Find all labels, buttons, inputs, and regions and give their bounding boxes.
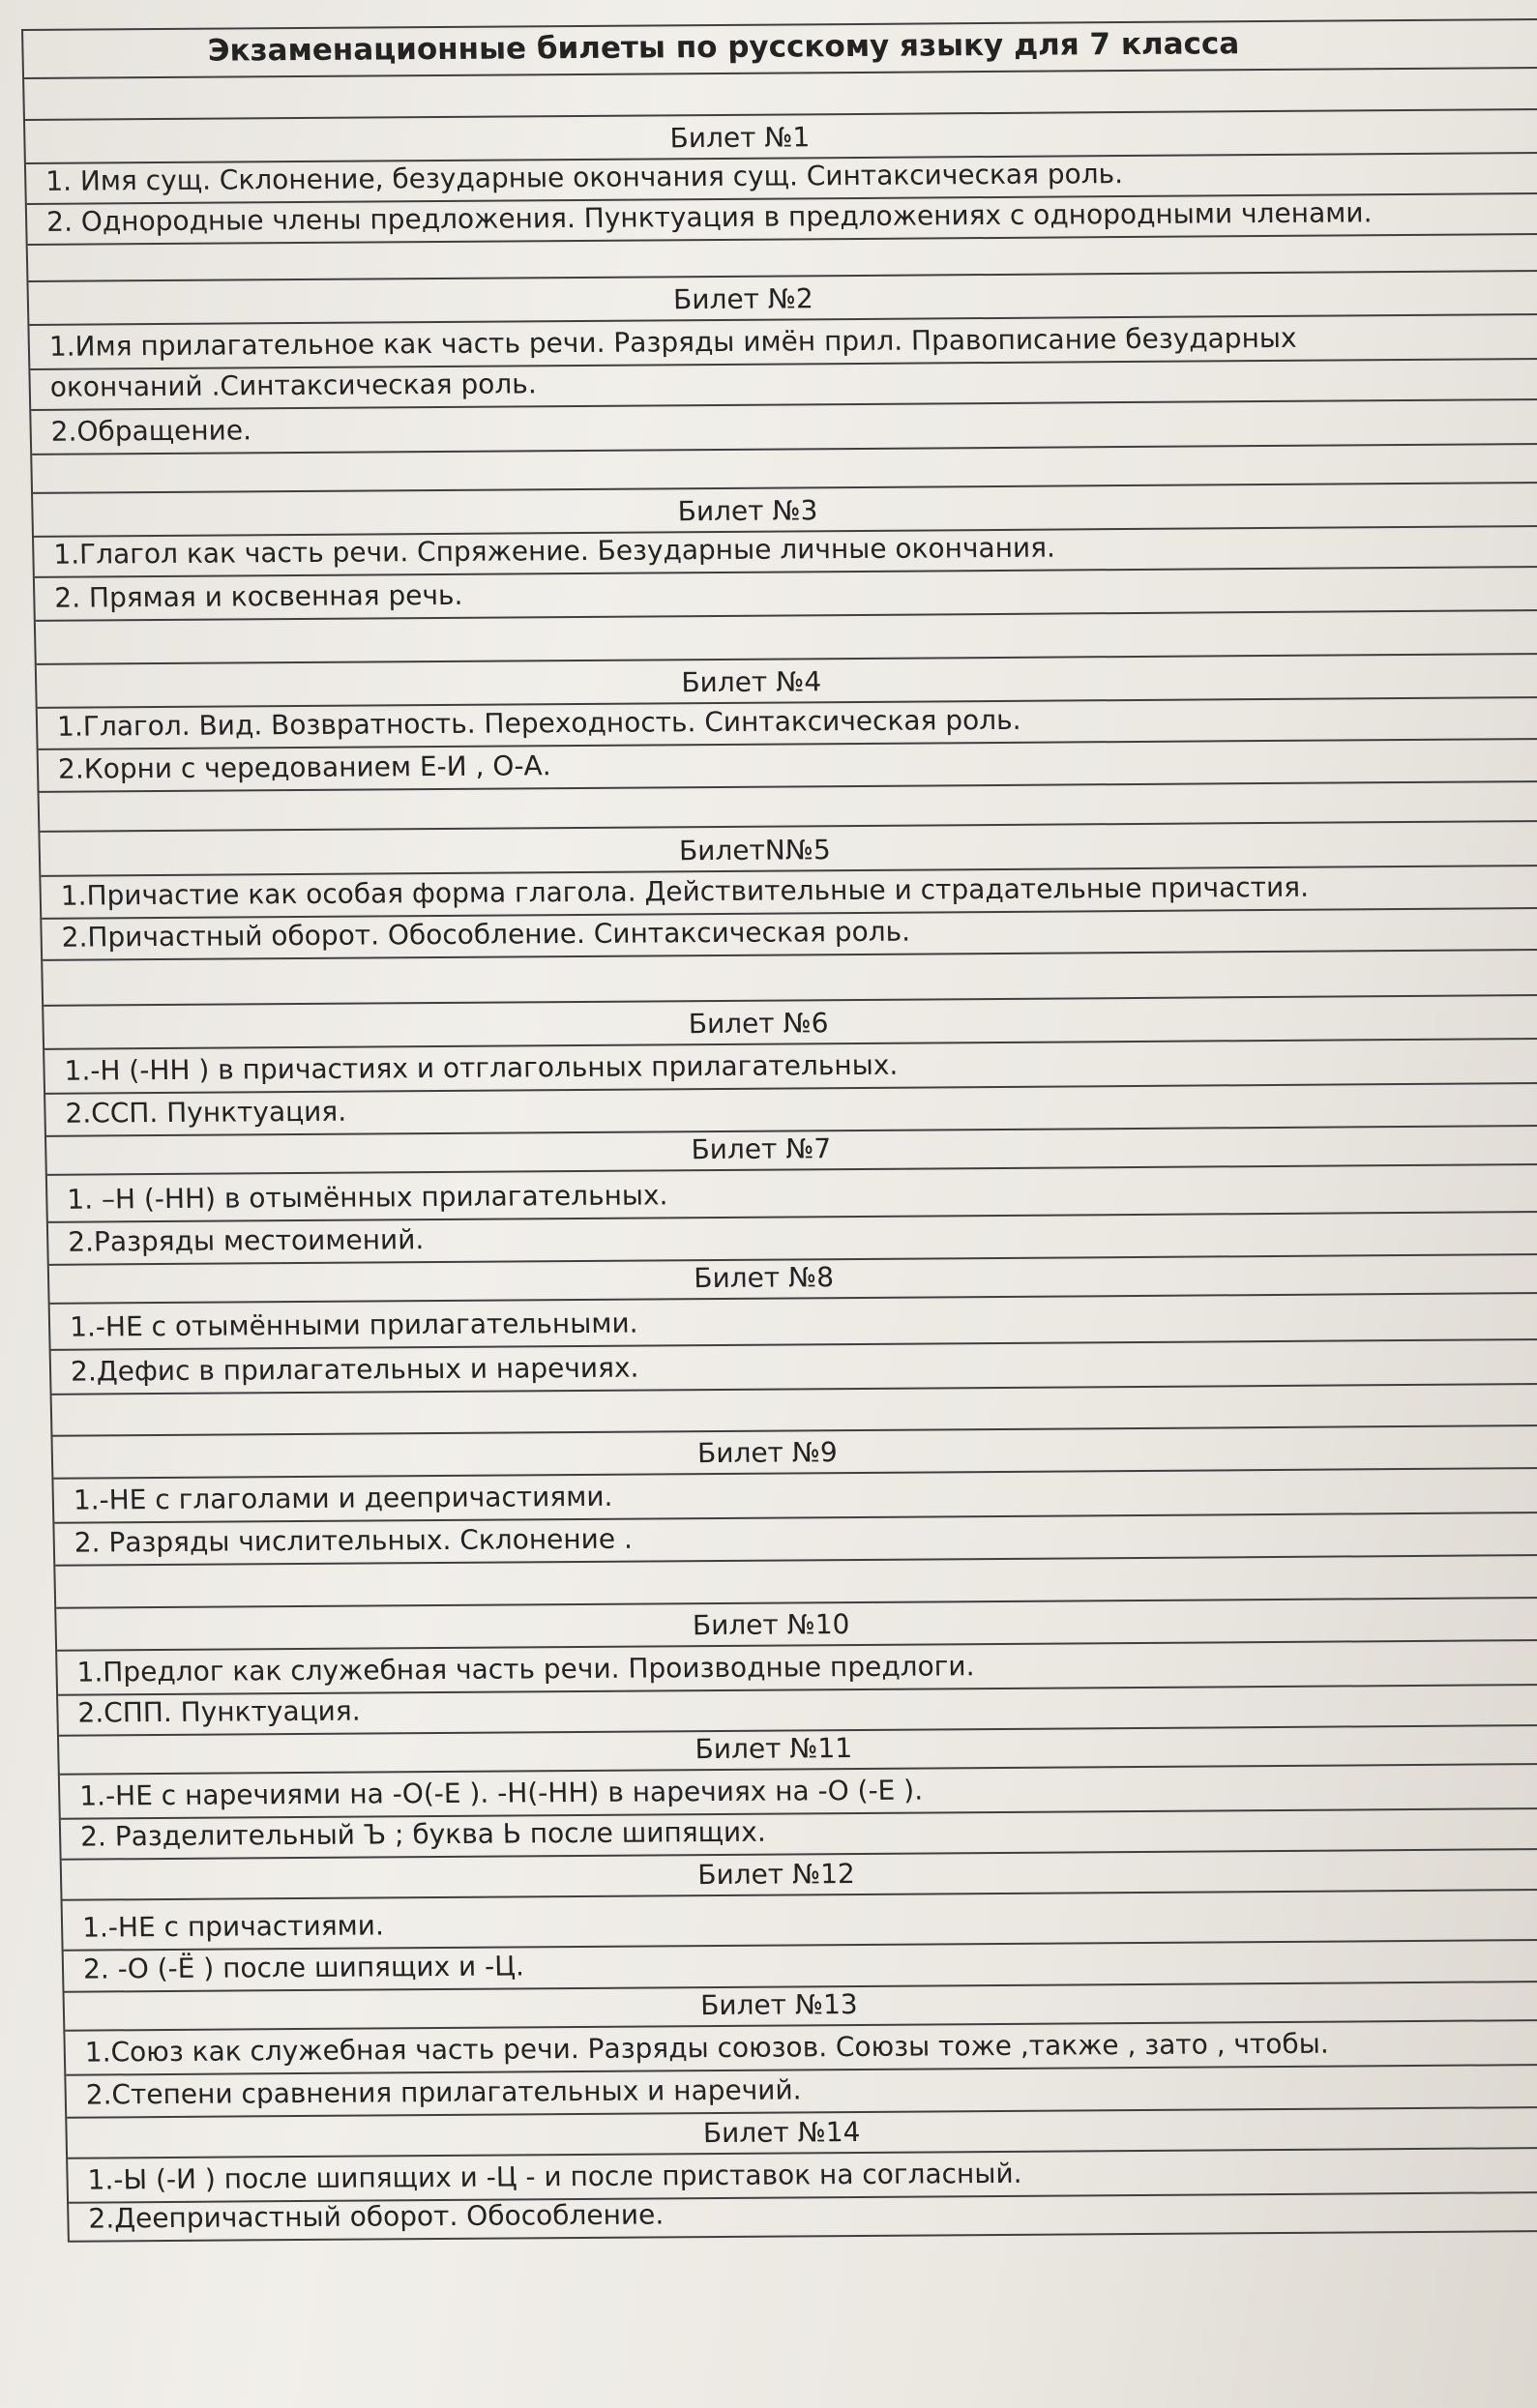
ticket-3-question-1: 1.Глагол как часть речи. Спряжение. Безударные личные окончания. xyxy=(34,525,1537,576)
ticket-4-question-1: 1.Глагол. Вид. Возвратность. Переходность. Синтаксическая роль. xyxy=(38,696,1537,749)
ticket-2-question-1-cont: окончаний .Синтаксическая роль. xyxy=(30,358,1537,409)
ticket-9-question-2: 2. Разряды числительных. Склонение . xyxy=(54,1512,1537,1565)
ticket-13-heading: Билет №13 xyxy=(64,1981,1537,2030)
ticket-6-question-2: 2.ССП. Пунктуация. xyxy=(45,1082,1537,1135)
ticket-11-question-1: 1.-НЕ с наречиями на -О(-Е ). -Н(-НН) в наречиях на -О (-Е ). xyxy=(60,1763,1537,1818)
ticket-12-heading: Билет №12 xyxy=(62,1848,1537,1899)
ticket-7-question-1: 1. –Н (-НН) в отымённых прилагательных. xyxy=(47,1163,1537,1221)
ticket-13-question-2: 2.Степени сравнения прилагательных и наречий. xyxy=(66,2064,1537,2117)
ticket-14-question-2: 2.Деепричастный оборот. Обособление. xyxy=(69,2191,1537,2243)
ticket-11-heading: Билет №11 xyxy=(59,1724,1537,1774)
ticket-2-heading: Билет №2 xyxy=(28,270,1537,324)
ticket-2-question-2: 2.Обращение. xyxy=(31,398,1537,454)
ticket-11-question-2: 2. Разделительный Ъ ; буква Ь после шипящих. xyxy=(61,1807,1537,1859)
ticket-5-question-1: 1.Причастие как особая форма глагола. Действительные и страдательные причастия. xyxy=(41,865,1537,918)
ticket-1-heading: Билет №1 xyxy=(25,108,1537,162)
ticket-9-heading: Билет №9 xyxy=(52,1424,1537,1478)
ticket-14-heading: Билет №14 xyxy=(67,2106,1537,2158)
ticket-9-question-1: 1.-НЕ с глаголами и деепричастиями. xyxy=(53,1467,1537,1522)
ticket-10-question-2: 2.СПП. Пунктуация. xyxy=(58,1684,1537,1735)
ticket-10-question-1: 1.Предлог как служебная часть речи. Производные предлоги. xyxy=(57,1639,1537,1694)
ticket-13-question-1: 1.Союз как служебная часть речи. Разряды союзов. Союзы тоже ,также , зато , чтобы. xyxy=(65,2019,1537,2074)
ticket-4-question-2: 2.Корни с чередованием Е-И , О-А. xyxy=(39,738,1537,791)
ticket-7-heading: Билет №7 xyxy=(46,1125,1537,1174)
ticket-5-question-2: 2.Причастный оборот. Обособление. Синтаксическая роль. xyxy=(42,907,1537,959)
tickets-table xyxy=(21,18,1537,2243)
ticket-8-heading: Билет №8 xyxy=(49,1253,1537,1303)
ticket-14-question-1: 1.-Ы (-И ) после шипящих и -Ц - и после приставок на согласный. xyxy=(68,2147,1537,2202)
ticket-6-heading: Билет №6 xyxy=(44,994,1537,1048)
document-title: Экзаменационные билеты по русскому языку для 7 класса xyxy=(23,18,1537,77)
ticket-4-heading: Билет №4 xyxy=(37,653,1537,707)
ticket-5-heading: БилетN№5 xyxy=(40,820,1537,875)
ticket-1-question-1: 1. Имя сущ. Склонение, безударные окончания сущ. Синтаксическая роль. xyxy=(26,152,1537,203)
ticket-2-question-1: 1.Имя прилагательное как часть речи. Разряды имён прил. Правописание безударных xyxy=(29,313,1537,368)
ticket-7-question-2: 2.Разряды местоимений. xyxy=(48,1211,1537,1264)
ticket-8-question-2: 2.Дефис в прилагательных и наречиях. xyxy=(51,1338,1537,1394)
ticket-6-question-1: 1.-Н (-НН ) в причастиях и отглагольных прилагательных. xyxy=(44,1038,1537,1093)
ticket-1-question-2: 2. Однородные члены предложения. Пунктуация в предложениях с однородными членами. xyxy=(27,192,1537,244)
ticket-3-question-2: 2. Прямая и косвенная речь. xyxy=(35,566,1537,620)
ticket-10-heading: Билет №10 xyxy=(56,1597,1537,1650)
ticket-8-question-1: 1.-НЕ с отымёнными прилагательными. xyxy=(50,1292,1537,1349)
ticket-12-question-1: 1.-НЕ с причастиями. xyxy=(63,1889,1537,1950)
ticket-12-question-2: 2. -О (-Ё ) после шипящих и -Ц. xyxy=(64,1939,1537,1991)
ticket-3-heading: Билет №3 xyxy=(33,482,1537,536)
